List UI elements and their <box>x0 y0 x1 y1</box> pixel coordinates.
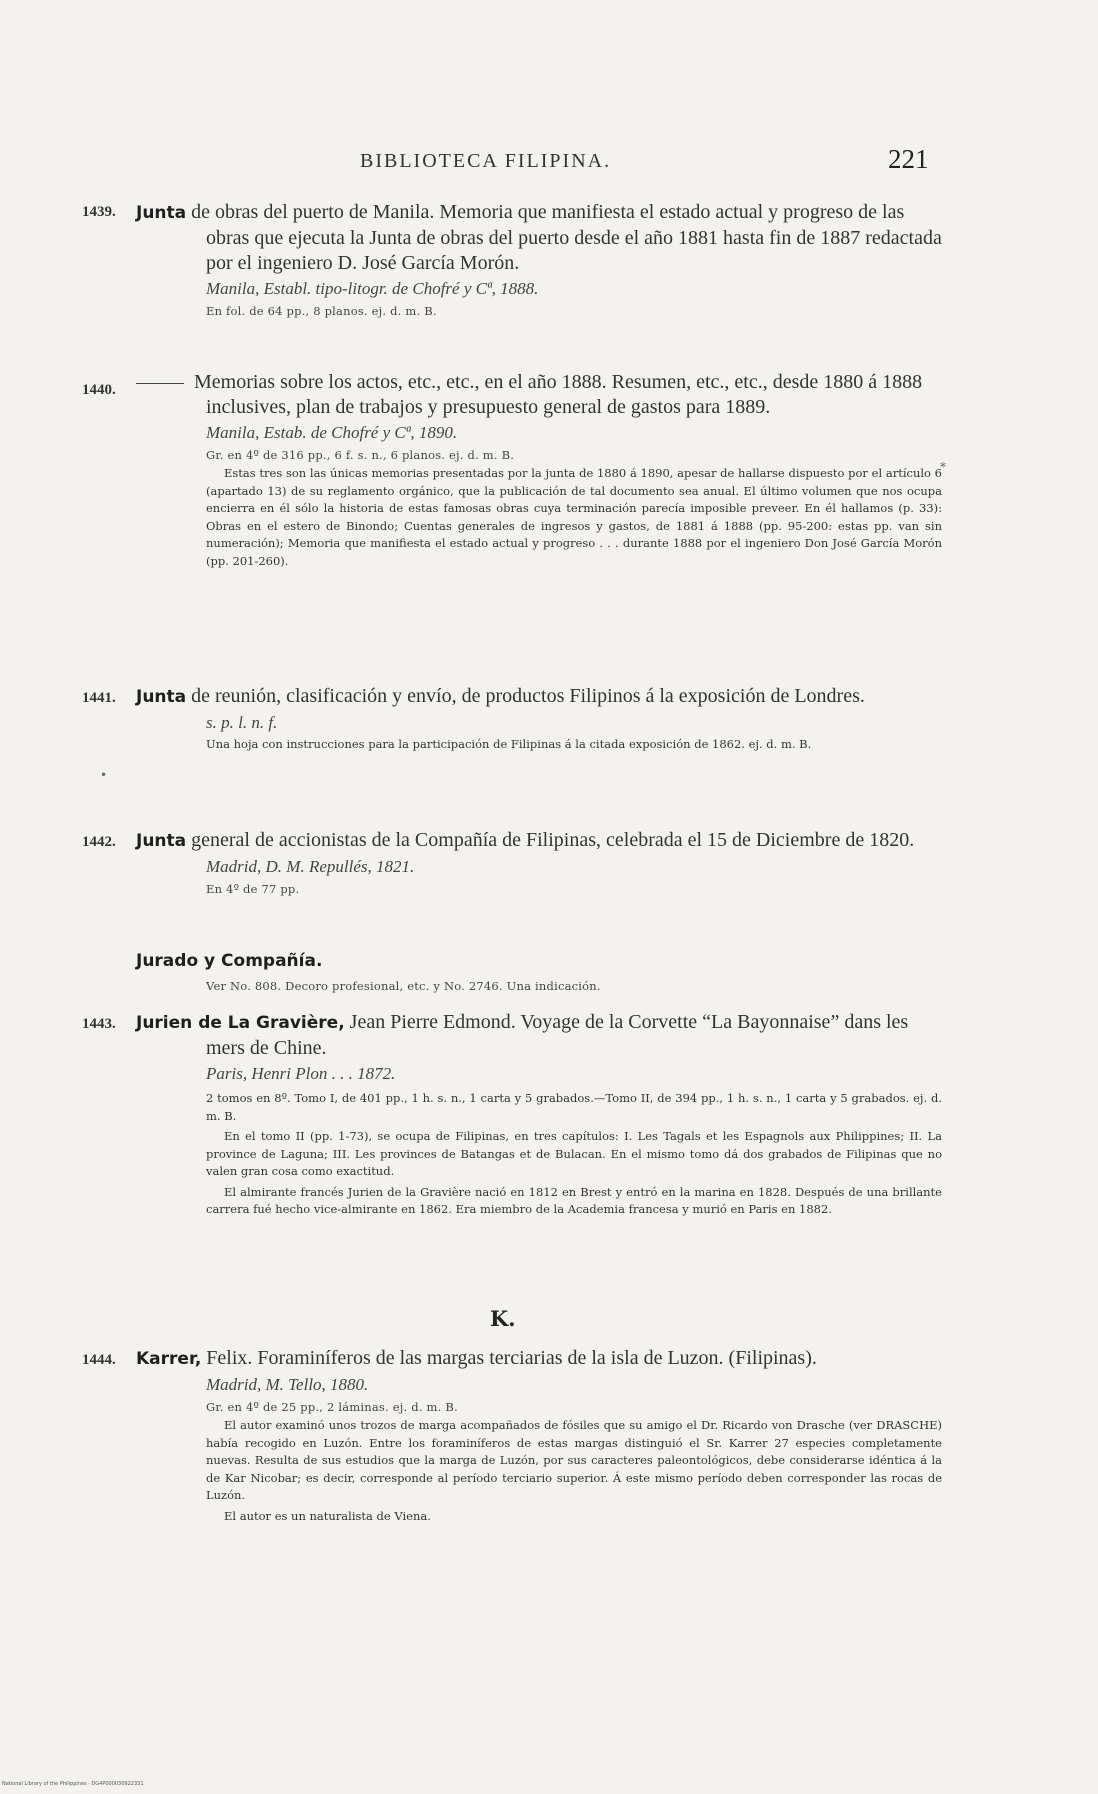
margin-asterisk: * <box>940 460 946 474</box>
entry-author: Karrer, <box>136 1349 202 1369</box>
page-header <box>0 146 1098 178</box>
entry-imprint: Manila, Estab. de Chofré y Cª, 1890. <box>206 423 458 442</box>
entry-note: Una hoja con instrucciones para la participación de Filipinas á la citada exposición de 1862. ej. d. m. B. <box>206 737 812 751</box>
entry-author: Junta <box>136 203 187 223</box>
entry-number: 1439. <box>82 204 116 220</box>
entry-1440 <box>82 370 942 570</box>
entry-1444 <box>82 1346 942 1525</box>
entry-title: Karrer, Felix. Foraminíferos de las margas terciarias de la isla de Luzon. (Filipinas). <box>136 1347 817 1369</box>
entry-note: En el tomo II (pp. 1-73), se ocupa de Filipinas, en tres capítulos: I. Les Tagals et les Espagnols aux Philippines; II. La province de Laguna; III. Les provinces de Batangas et de Bulacan. En el mismo tomo dá dos grabados de Filipinas que no valen gran cosa como exactitud. <box>206 1129 942 1178</box>
entry-title: Junta de reunión, clasificación y envío, de productos Filipinos á la exposición de Londres. <box>136 685 865 707</box>
entry-collation: Gr. en 4º de 316 pp., 6 f. s. n., 6 planos. ej. d. m. B. <box>206 448 515 462</box>
entry-imprint: Paris, Henri Plon . . . 1872. <box>206 1064 396 1083</box>
entry-1441 <box>82 684 942 754</box>
entry-number: 1440. <box>82 382 116 398</box>
entry-author: Jurien de La Gravière, <box>136 1013 345 1033</box>
entry-note: Ver No. 808. Decoro profesional, etc. y No. 2746. Una indicación. <box>206 979 601 993</box>
entry-title: Junta de obras del puerto de Manila. Memoria que manifiesta el estado actual y progreso de las obras que ejecuta la Junta de obras del puerto desde el año 1881 hasta fin de 1887 redactada por el ingeniero D. José García Morón. <box>136 201 942 274</box>
entry-number: 1444. <box>82 1352 116 1368</box>
entry-title: Junta general de accionistas de la Compañía de Filipinas, celebrada el 15 de Diciembre de 1820. <box>136 829 915 851</box>
entry-imprint: Manila, Establ. tipo-litogr. de Chofré y Cª, 1888. <box>206 279 539 298</box>
entry-note: El autor examinó unos trozos de marga acompañados de fósiles que su amigo el Dr. Ricardo von Drasche (ver DRASCHE) había recogido en Luzón. Entre los foraminíferos de estas margas distinguió el Sr. Karrer 27 especies completamente nuevas. Resulta de sus estudios que la marga de Luzón, por sus caracteres paleontológicos, debe considerarse idéntica á la de Kar Nicobar; es decir, corresponde al período terciario superior. Á este mismo período deben corresponder las rocas de Luzón. <box>206 1418 942 1502</box>
entry-collation: 2 tomos en 8º. Tomo I, de 401 pp., 1 h. s. n., 1 carta y 5 grabados.—Tomo II, de 394 pp., 1 h. s. n., 1 carta y 5 grabados. ej. d. m. B. <box>206 1091 942 1123</box>
entry-author: Junta <box>136 687 187 707</box>
entry-author: Junta <box>136 831 187 851</box>
entry-note: Estas tres son las únicas memorias presentadas por la junta de 1880 á 1890, apesar de hallarse dispuesto por el artículo 6 (apartado 13) de su reglamento orgánico, que la publicación de tal documento sea anual. El último volumen que nos ocupa encierra en él sólo la historia de estas famosas obras cuya terminación parecía imposible preveer. En él hallamos (p. 33): Obras en el estero de Binondo; Cuentas generales de ingresos y gastos, de 1881 á 1888 (pp. 95-200: estas pp. van sin numeración); Memoria que manifiesta el estado actual y progreso . . . durante 1888 por el ingeniero Don José García Morón (pp. 201-260). <box>206 466 942 568</box>
entry-title: Jurien de La Gravière, Jean Pierre Edmond. Voyage de la Corvette “La Bayonnaise” dans les mers de Chine. <box>136 1011 909 1059</box>
entry-collation: En 4º de 77 pp. <box>206 882 300 896</box>
entry-1439 <box>82 200 942 318</box>
entry-note: El autor es un naturalista de Viena. <box>224 1508 431 1523</box>
entry-imprint: Madrid, D. M. Repullés, 1821. <box>206 857 415 876</box>
entry-collation: Gr. en 4º de 25 pp., 2 láminas. ej. d. m. B. <box>206 1400 458 1414</box>
entry-1443 <box>82 1010 942 1219</box>
entry-1442 <box>82 828 942 896</box>
entry-title <box>136 948 942 974</box>
entry-imprint: s. p. l. n. f. <box>206 713 278 732</box>
entry-note: El almirante francés Jurien de la Gravière nació en 1812 en Brest y entró en la marina en 1828. Después de una brillante carrera fué hecho vice-almirante en 1862. Era miembro de la Academia francesa y murió en Paris en 1882. <box>206 1184 942 1216</box>
entry-number: 1441. <box>82 690 116 706</box>
entry-title: Memorias sobre los actos, etc., etc., en el año 1888. Resumen, etc., etc., desde 1880 á 1888 inclusives, plan de trabajos y presupuesto general de gastos para 1889. <box>136 370 942 420</box>
entry-imprint: Madrid, M. Tello, 1880. <box>206 1375 369 1394</box>
section-letter: K. <box>490 1306 516 1331</box>
running-title: BIBLIOTECA FILIPINA. <box>360 150 612 172</box>
entry-number: 1442. <box>82 834 116 850</box>
ditto-dash <box>136 383 184 384</box>
entry-jurado <box>82 948 942 993</box>
margin-bullet: • <box>100 768 108 782</box>
entry-number: 1443. <box>82 1016 116 1032</box>
entry-author: Jurado y Compañía. <box>136 951 323 971</box>
scan-footer: National Library of the Philippines · DG4P000030922331 <box>2 1781 144 1787</box>
page-number: 221 <box>888 144 929 174</box>
entry-collation: En fol. de 64 pp., 8 planos. ej. d. m. B. <box>206 304 437 318</box>
